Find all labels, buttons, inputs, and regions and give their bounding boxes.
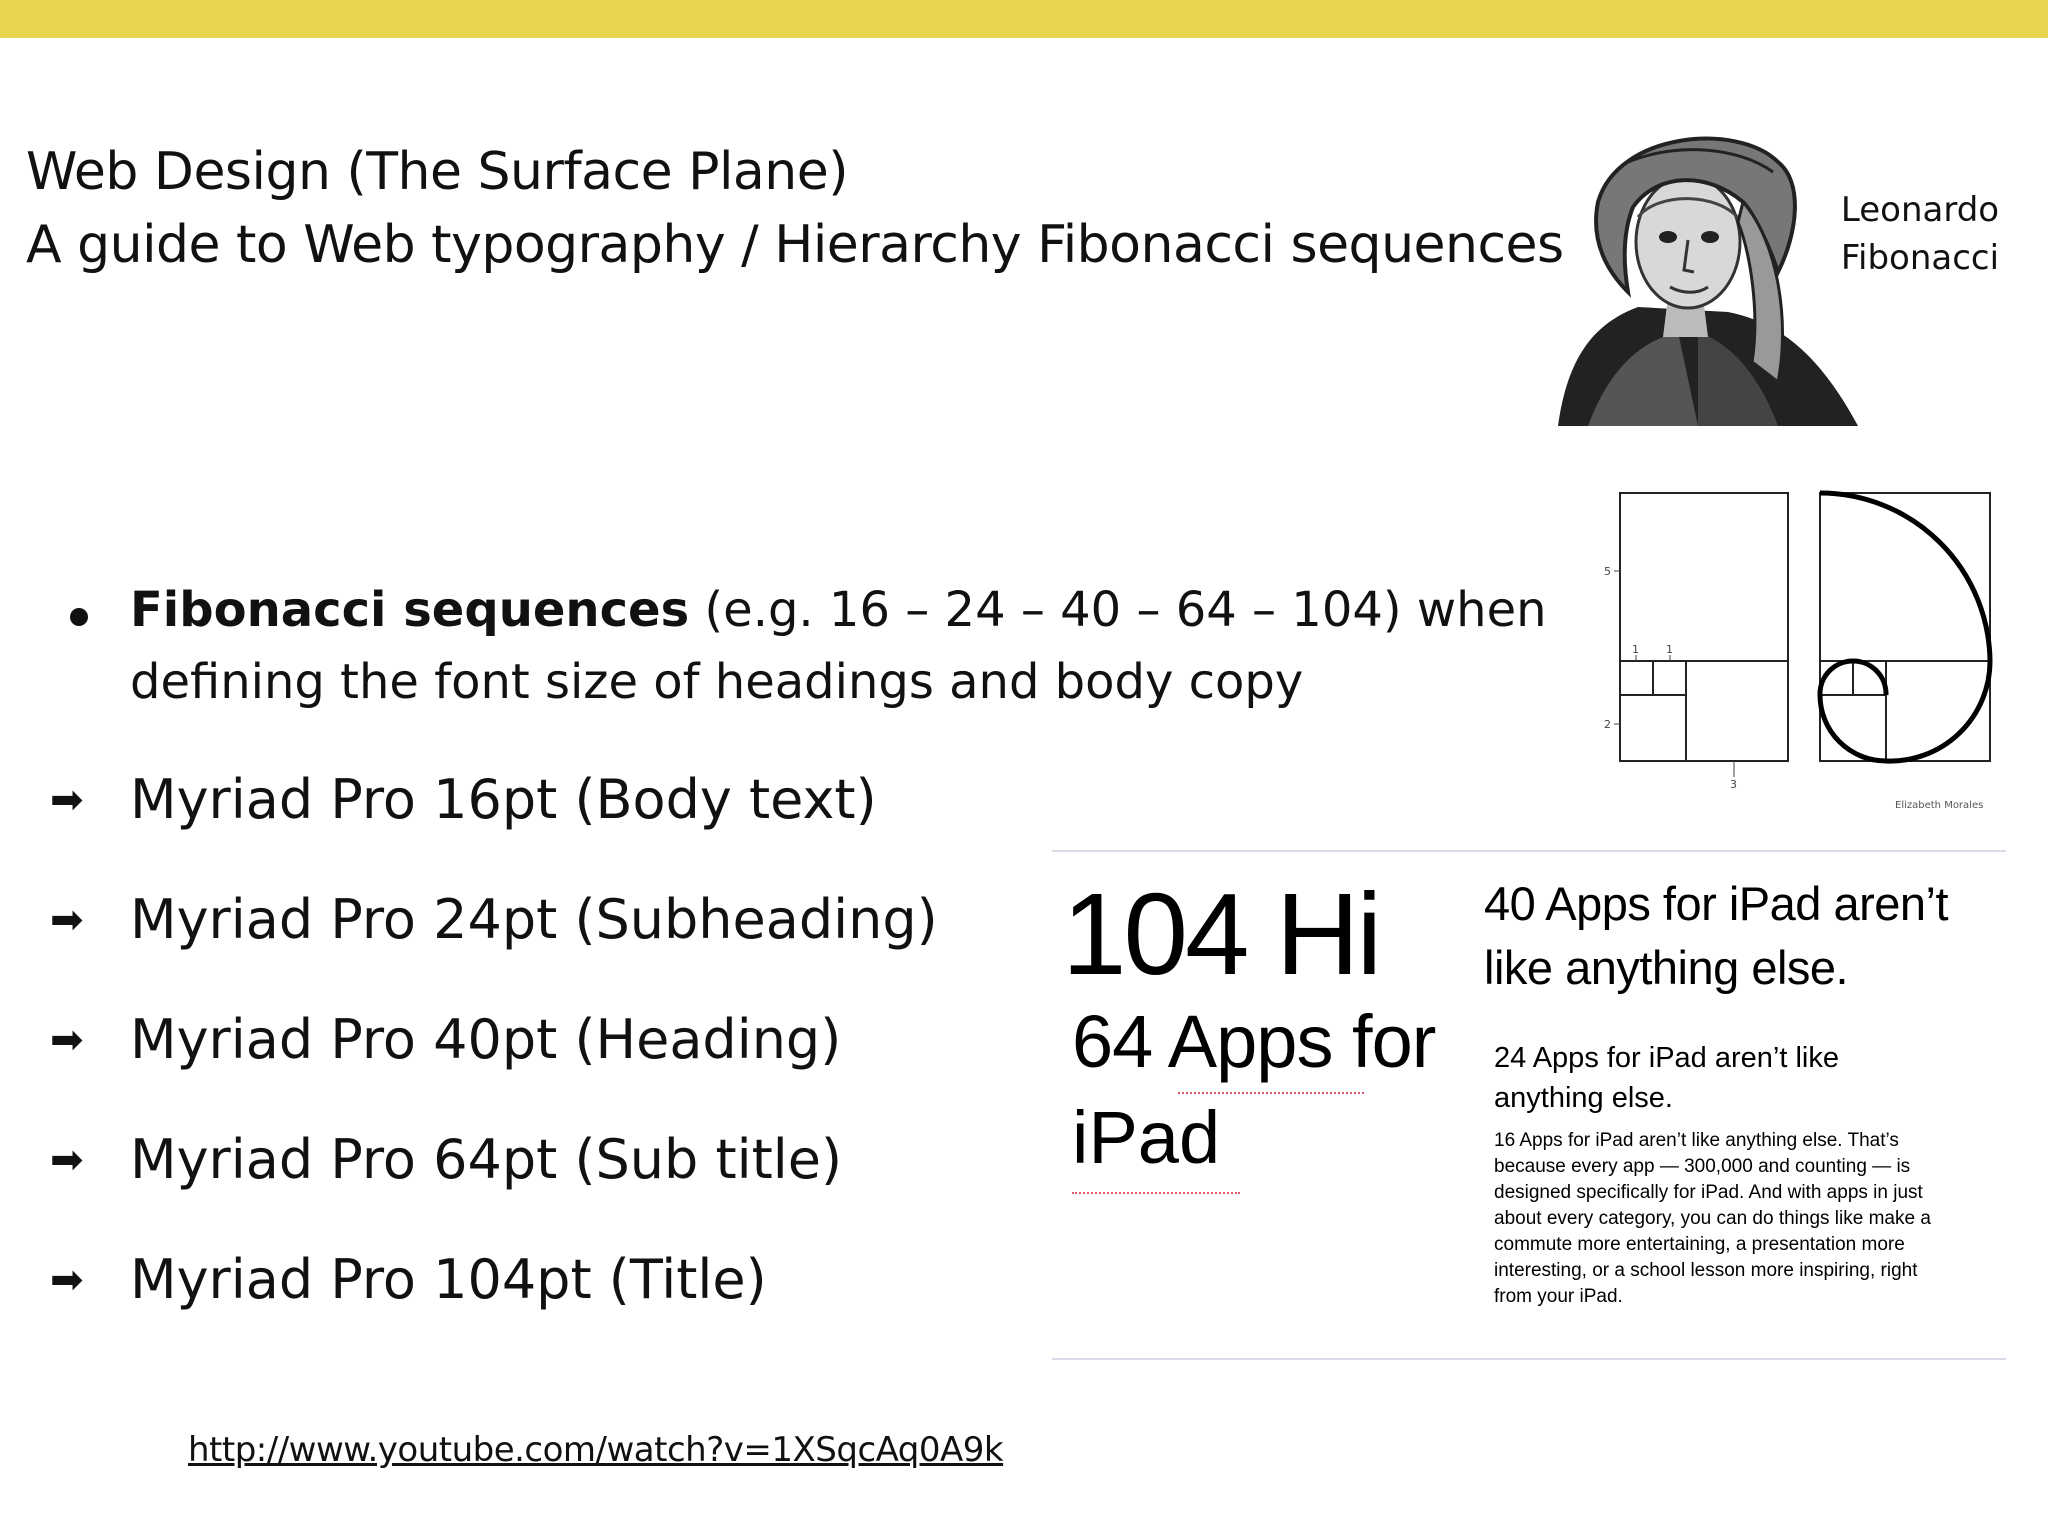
example-16pt-text: 16 Apps for iPad aren’t like anything else. That’s because every app — 300,000 and counting — is designed specifically for iPad. And with apps in just about every category, you can do things like make a commute more entertaining, a presentation more interesting, or a school lesson more inspiring, right from your iPad. xyxy=(1494,1130,1931,1307)
bullet-dot-icon xyxy=(70,608,88,626)
youtube-link[interactable]: http://www.youtube.com/watch?v=1XSqcAq0A9k xyxy=(188,1430,1004,1470)
diagram-label-2: 2 xyxy=(1604,718,1611,731)
diagram-label-1a: 1 xyxy=(1632,643,1639,656)
arrow-item-text: Myriad Pro 104pt (Title) xyxy=(130,1248,767,1311)
arrow-item-text: Myriad Pro 64pt (Sub title) xyxy=(130,1128,843,1191)
right-arrow-icon: ➡ xyxy=(50,1137,84,1183)
example-64pt-text-line2: iPad xyxy=(1072,1096,1221,1179)
fibonacci-portrait xyxy=(1528,122,1864,426)
arrow-item xyxy=(50,1124,842,1196)
arrow-item xyxy=(50,1244,767,1316)
bullet-bold-term: Fibonacci sequences xyxy=(130,582,690,638)
accent-bar xyxy=(0,0,2048,38)
typography-example-image xyxy=(1052,850,2006,1360)
example-24pt-text: 24 Apps for iPad aren’t like anything else. xyxy=(1494,1042,1839,1114)
arrow-item-text: Myriad Pro 40pt (Heading) xyxy=(130,1008,842,1071)
caption-last-name: Fibonacci xyxy=(1840,238,2000,278)
diagram-label-1b: 1 xyxy=(1666,643,1673,656)
bullet-text: (e.g. 16 – 24 – 40 – 64 – 104) when defining the font size of headings and body copy xyxy=(130,582,1547,710)
bullet-list xyxy=(50,574,1550,718)
arrow-item xyxy=(50,764,877,836)
spellcheck-underline xyxy=(1072,1188,1240,1194)
arrow-item-text: Myriad Pro 24pt (Subheading) xyxy=(130,888,938,951)
title-line-1: Web Design (The Surface Plane) xyxy=(26,142,849,202)
example-40pt-text: 40 Apps for iPad aren’t like anything else. xyxy=(1484,877,1949,994)
example-104pt-text: 104 Hi xyxy=(1062,869,1380,999)
diagram-label-5: 5 xyxy=(1604,565,1611,578)
caption-first-name: Leonardo xyxy=(1840,190,2000,230)
right-arrow-icon: ➡ xyxy=(50,1017,84,1063)
diagram-credit: Elizabeth Morales xyxy=(1895,800,1984,811)
right-arrow-icon: ➡ xyxy=(50,897,84,943)
arrow-item xyxy=(50,1004,841,1076)
portrait-caption xyxy=(1820,186,2020,282)
example-64pt-text: 64 Apps for xyxy=(1072,1000,1436,1083)
spellcheck-underline xyxy=(1178,1088,1364,1094)
fibonacci-spiral-diagram xyxy=(1590,488,2002,816)
diagram-label-3: 3 xyxy=(1730,778,1737,791)
right-arrow-icon: ➡ xyxy=(50,777,84,823)
arrow-item-text: Myriad Pro 16pt (Body text) xyxy=(130,768,877,831)
title-line-2: A guide to Web typography / Hierarchy Fibonacci sequences xyxy=(26,215,1564,275)
right-arrow-icon: ➡ xyxy=(50,1257,84,1303)
slide-title xyxy=(26,136,1564,282)
arrow-item xyxy=(50,884,938,956)
bullet-fibonacci xyxy=(50,574,1550,718)
